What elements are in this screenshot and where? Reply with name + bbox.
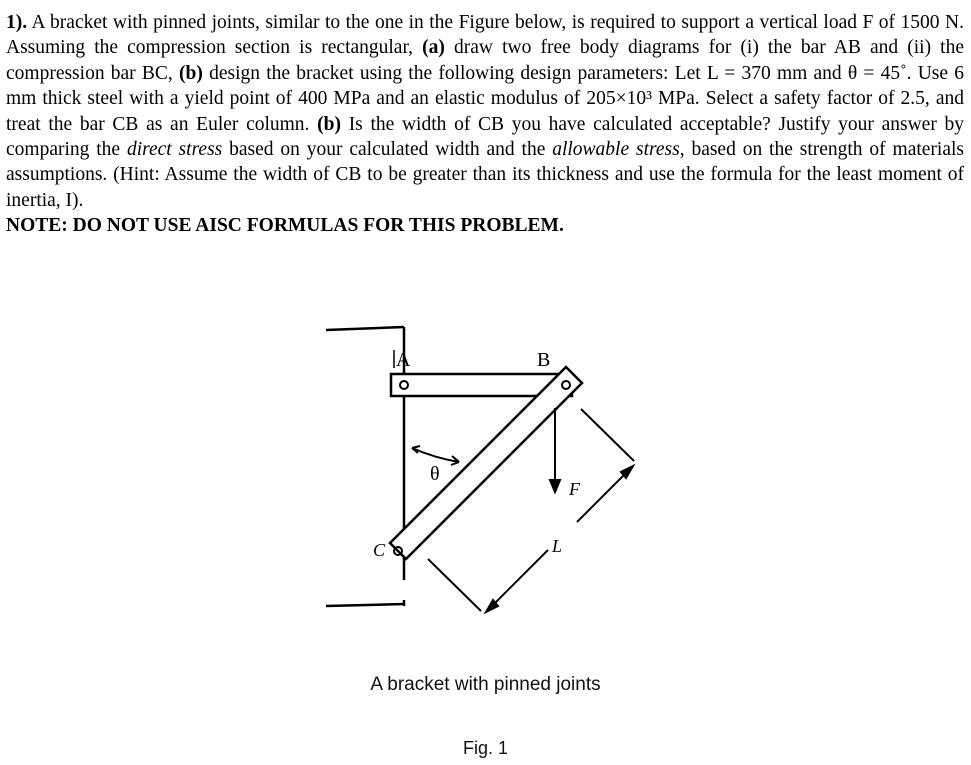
figure-number: Fig. 1 [462,738,509,758]
label-l: L [552,536,563,556]
part-b-tag: (b) [179,62,203,84]
part-b2-tag: (b) [317,113,341,135]
force-arrow [550,408,560,492]
problem-text-1: A bracket with pinned joints, similar to the one in the Figure below, is required to support a vertical load F of 1500 N. Assuming the compression section is rectangular, [6,12,964,59]
problem-text-3: design the bracket using the following design parameters: Let L = 370 mm and θ = 45˚. Use 6 mm thick steel with a yield point of 400 MPa and an elastic modulus of 205×10³ MPa. Select a safety factor of 2.5, and treat the bar CB as an Euler column. [6,62,965,135]
label-c: C [373,540,386,560]
label-a: A [396,349,411,371]
problem-statement [6,10,964,239]
label-theta: θ [430,463,440,485]
problem-text-6: , based on the strength of materials assumptions. (Hint: Assume the width of CB to be greater than its thickness and use the formula for the least moment of inertia, I). [6,139,964,211]
bracket-figure [315,320,645,640]
problem-text-2: draw two free body diagrams for (i) the bar AB and (ii) the compression bar BC, [6,37,965,84]
note-line: NOTE: DO NOT USE AISC FORMULAS FOR THIS PROBLEM. [6,215,564,237]
wall [326,327,404,606]
label-f: F [569,479,580,499]
part-a-tag: (a) [422,37,445,59]
direct-stress-term: direct stress [126,139,223,161]
figure-caption: A bracket with pinned joints [370,674,601,695]
dimension-l [428,409,634,612]
allowable-stress-term: allowable stress [552,139,680,161]
label-b: B [537,349,551,371]
problem-text-4: Is the width of CB you have calculated acceptable? Justify your answer by comparing the [6,113,965,161]
problem-number: 1). [6,12,28,33]
problem-text-5: based on your calculated width and the [229,139,546,161]
